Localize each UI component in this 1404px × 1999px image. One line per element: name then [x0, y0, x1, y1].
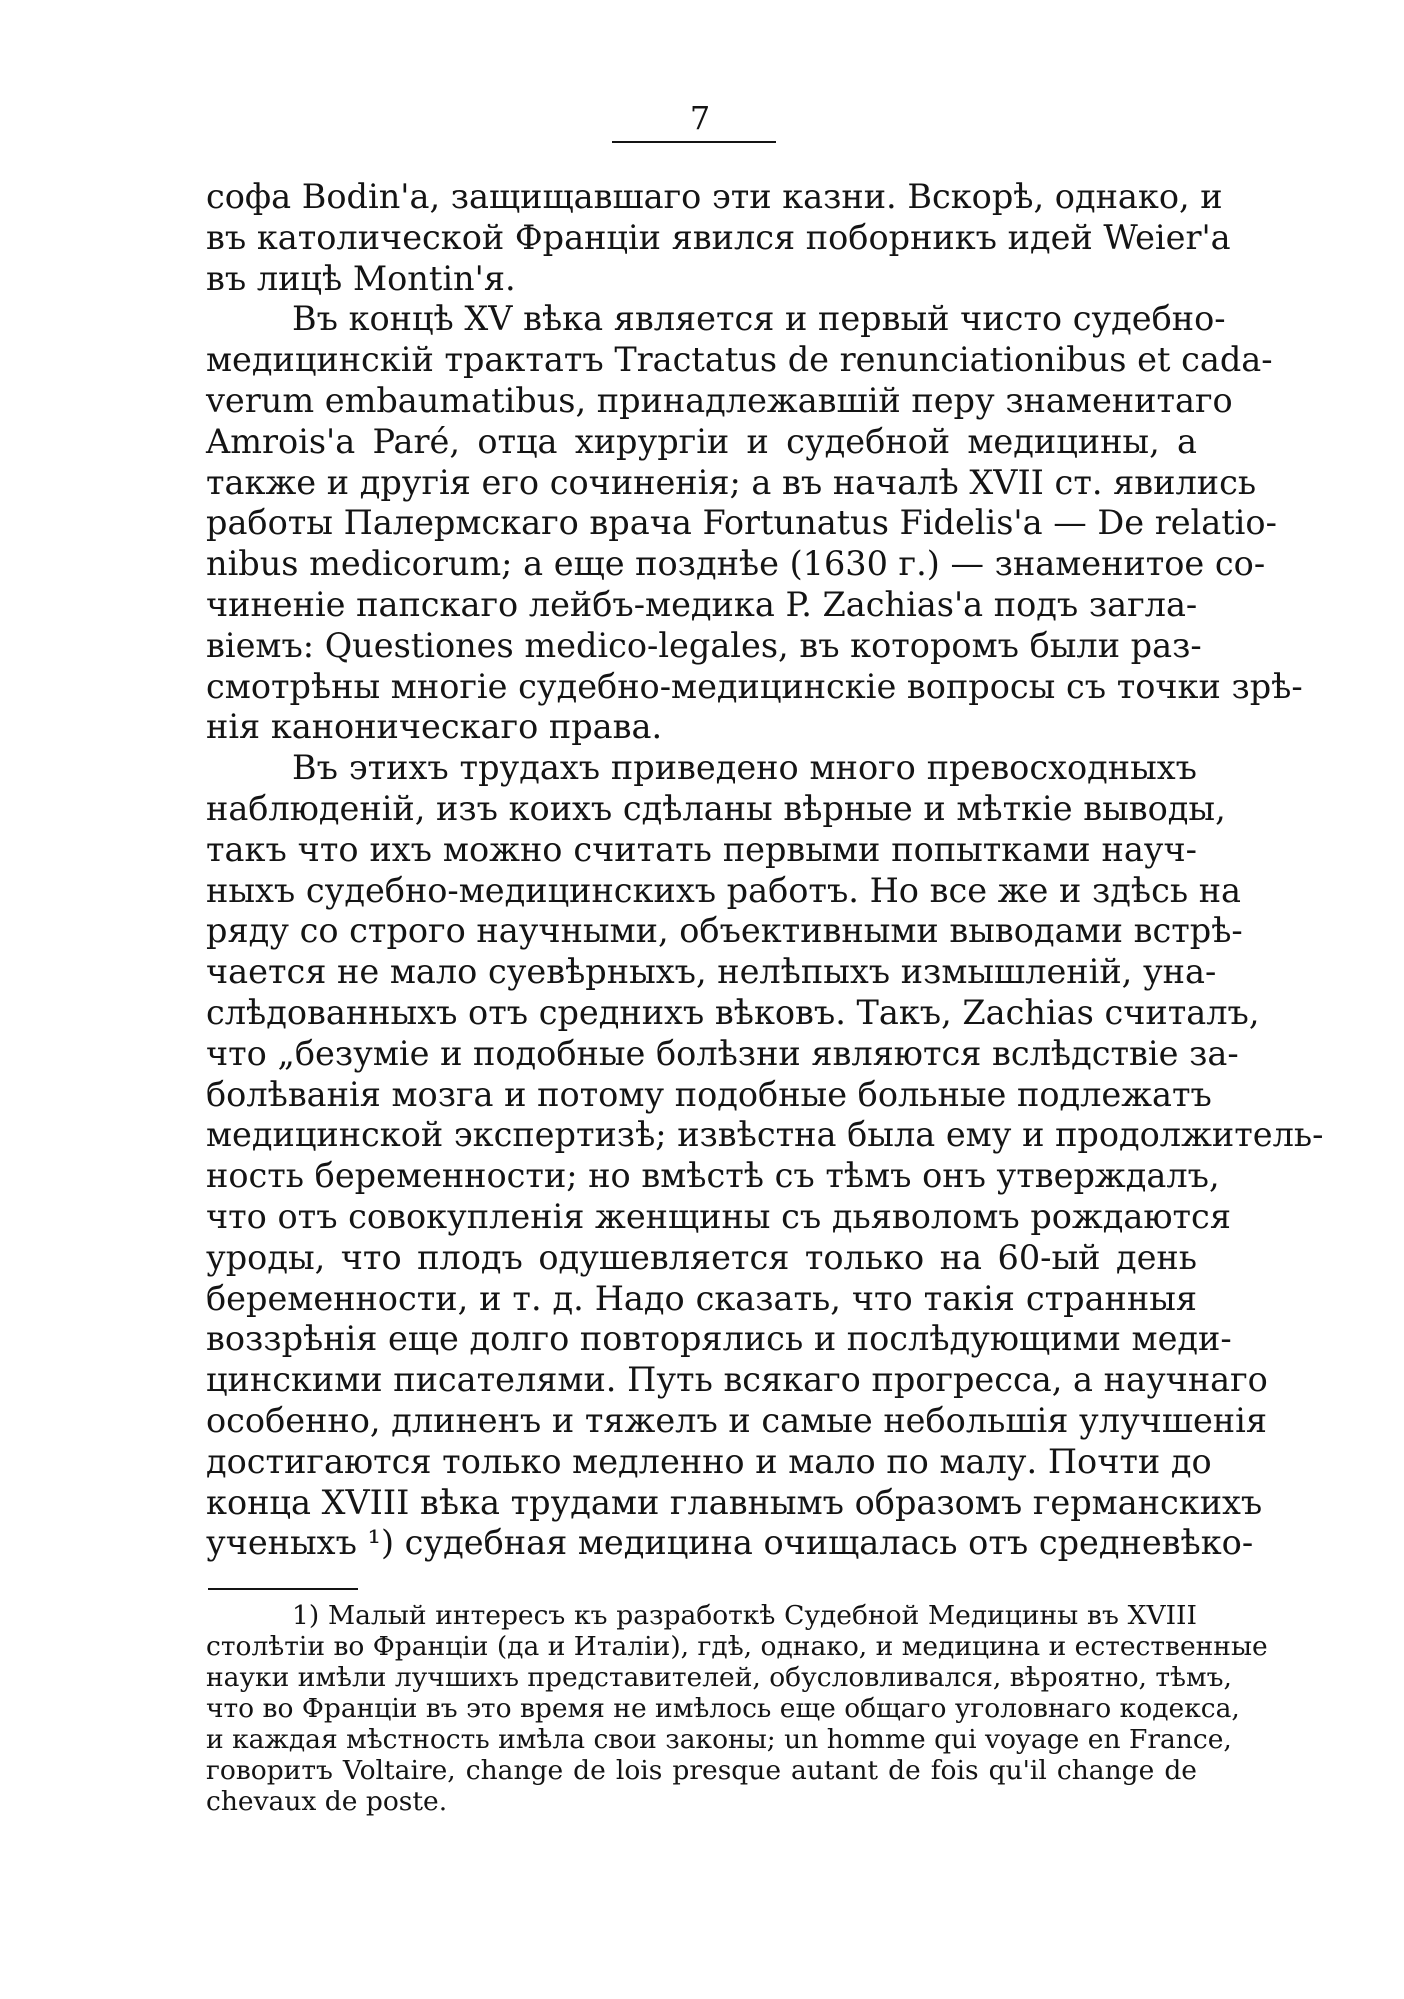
- footnote: [206, 1600, 1268, 1817]
- footnote-rule: [208, 1588, 358, 1590]
- text-line: ность беременности; но вмѣстѣ съ тѣмъ онъ утверждалъ,: [206, 1156, 1220, 1196]
- text-line: медицинскій трактатъ Tractatus de renunciationibus et cada-: [206, 340, 1273, 380]
- text-line: въ католической Франціи явился поборникъ идей Weier'a: [206, 217, 1231, 257]
- text-line: софа Bodin'a, защищавшаго эти казни. Вскорѣ, однако, и: [206, 177, 1223, 216]
- text-line: цинскими писателями. Путь всякаго прогресса, а научнаго: [206, 1360, 1268, 1400]
- text-line: такъ что ихъ можно считать первыми попытками науч-: [206, 829, 1197, 869]
- text-line: работы Палермскаго врача Fortunatus Fidelis'a — De relatio-: [206, 503, 1277, 543]
- paragraph-1: [206, 177, 1231, 299]
- paragraph-2: [206, 299, 1303, 748]
- text-line: въ лицѣ Montin'я.: [206, 258, 516, 298]
- text-line: ряду со строго научными, объективными выводами встрѣ-: [206, 911, 1243, 951]
- text-line: verum embaumatibus, принадлежавшій перу знаменитаго: [206, 380, 1233, 420]
- text-line: Amrois'a Paré, отца хирургіи и судебной медицины, а: [206, 421, 1197, 461]
- footnote-line: столѣтіи во Франціи (да и Италіи), гдѣ, однако, и медицина и естественные: [206, 1631, 1268, 1662]
- body-text: [206, 177, 1324, 1564]
- text-line: воззрѣнія еще долго повторялись и послѣдующими меди-: [206, 1319, 1232, 1359]
- footnote-line: и каждая мѣстность имѣла свои законы; un homme qui voyage en France,: [206, 1724, 1232, 1755]
- text-line: уроды, что плодъ одушевляется только на 60-ый день: [206, 1237, 1197, 1277]
- text-line: беременности, и т. д. Надо сказать, что такія странныя: [206, 1278, 1197, 1318]
- text-line: чиненіе папскаго лейбъ-медика P. Zachias'a подъ заглa-: [206, 584, 1198, 624]
- paragraph-3: [206, 748, 1324, 1564]
- footnote-line: 1) Малый интересъ къ разработкѣ Судебной Медицины въ XVIII: [292, 1600, 1197, 1631]
- text-line: также и другія его сочиненія; а въ началѣ XVII ст. явились: [206, 462, 1257, 502]
- text-line: нія каноническаго права.: [206, 707, 663, 747]
- text-line: что отъ совокупленія женщины съ дьяволомъ рождаются: [206, 1196, 1231, 1236]
- text-line: болѣванія мозга и потому подобные больные подлежатъ: [206, 1074, 1212, 1114]
- text-line: ученыхъ ¹) судебная медицина очищалась отъ средневѣко-: [206, 1523, 1254, 1563]
- text-line: nibus medicorum; а еще позднѣе (1630 г.) — знаменитое со-: [206, 544, 1266, 584]
- text-line: медицинской экспертизѣ; извѣстна была ему и продолжитель-: [206, 1115, 1324, 1155]
- text-line: наблюденій, изъ коихъ сдѣланы вѣрные и мѣткіе выводы,: [206, 788, 1226, 828]
- text-line: віемъ: Questiones medico-legales, въ которомъ были раз-: [206, 625, 1202, 665]
- text-line: конца XVIII вѣка трудами главнымъ образомъ германскихъ: [206, 1482, 1263, 1522]
- footnote-line: науки имѣли лучшихъ представителей, обусловливался, вѣроятно, тѣмъ,: [206, 1662, 1232, 1693]
- page-number: 7: [689, 99, 711, 137]
- text-line: особенно, длиненъ и тяжелъ и самые небольшія улучшенія: [206, 1400, 1267, 1440]
- text-line: слѣдованныхъ отъ среднихъ вѣковъ. Такъ, Zachias считалъ,: [206, 992, 1260, 1032]
- text-line: Въ этихъ трудахъ приведено много превосходныхъ: [292, 748, 1197, 788]
- page-number-rule: [612, 141, 776, 143]
- text-line: Въ концѣ XV вѣка является и первый чисто судебно-: [292, 299, 1226, 339]
- text-line: достигаются только медленно и мало по малу. Почти до: [206, 1441, 1212, 1481]
- text-line: смотрѣны многіе судебно-медицинскіе вопросы съ точки зрѣ-: [206, 666, 1303, 706]
- footnote-line: говоритъ Voltaire, change de lois presque autant de fois qu'il change de: [206, 1755, 1197, 1786]
- footnote-line: chevaux de poste.: [206, 1786, 448, 1817]
- text-line: что „безуміе и подобные болѣзни являются вслѣдствіе за-: [206, 1033, 1239, 1073]
- text-line: чается не мало суевѣрныхъ, нелѣпыхъ измышленій, уна-: [206, 952, 1217, 992]
- text-line: ныхъ судебно-медицинскихъ работъ. Но все же и здѣсь на: [206, 870, 1242, 910]
- footnote-line: что во Франціи въ это время не имѣлось еще общаго уголовнаго кодекса,: [206, 1693, 1240, 1724]
